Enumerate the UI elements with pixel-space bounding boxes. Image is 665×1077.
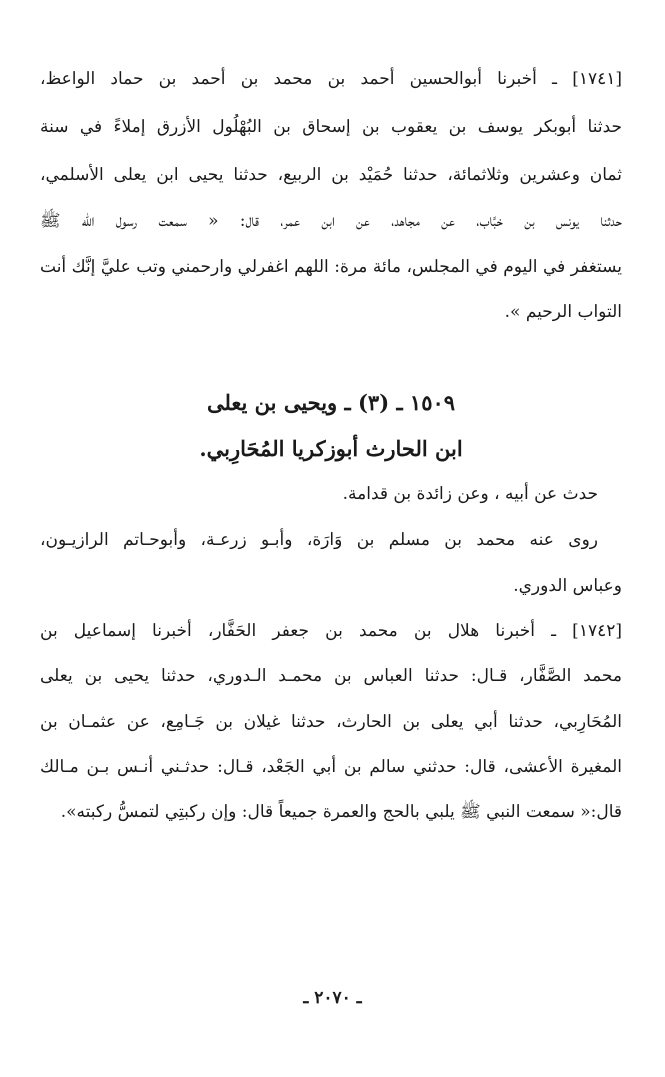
hadith-1742-line-2: محمد الصَّفَّار، قـال: حدثنا العباس بن محمـد الـدوري، حدثنا يحيى بن يعلى — [40, 666, 622, 686]
hadith-1741-line-3: ثمان وعشرين وثلاثمائة، حدثنا حُمَيْد بن الربيع، حدثنا يحيى ابن يعلى الأسلمي، — [40, 165, 622, 185]
hadith-1742-line-3: المُحَارِبي، حدثنا أبي يعلى بن الحارث، حدثنا غيلان بن جَـامِع، عن عثمـان بن — [40, 712, 622, 732]
biography-heading-line-2: ابن الحارث أبوزكريا المُحَارِبي. — [199, 436, 463, 461]
hadith-1742-line-4: المغيرة الأعشى، قال: حدثني سالم بن أبي الجَعْد، قـال: حدثـني أنـس بـن مـالك — [40, 757, 622, 777]
hadith-1741-line-6: التواب الرحيم ». — [504, 302, 622, 322]
hadith-1741-line-5: يستغفر في اليوم في المجلس، مائة مرة: اللهم اغفرلي وارحمني وتب عليَّ إنَّك أنت — [40, 257, 622, 277]
biography-narrators-line-2: وعباس الدوري. — [513, 576, 622, 596]
hadith-1741-line-4: حدثنا يونس بن خبَّاب، عن مجاهد، عن ابن عمر، قال: « سمعت رسول الله ﷺ — [40, 211, 622, 231]
biography-narrated-from: حدث عن أبيه ، وعن زائدة بن قدامة. — [342, 484, 598, 504]
hadith-1742-line-1: [١٧٤٢] ـ أخبرنا هلال بن محمد بن جعفر الحَفَّار، أخبرنا إسماعيل بن — [40, 621, 622, 641]
hadith-1742-line-5: قال:« سمعت النبي ﷺ يلبي بالحج والعمرة جميعاً قال: وإن ركبتِي لتمسُّ ركبته». — [60, 802, 622, 822]
page-number: ـ ٢٠٧٠ ـ — [303, 988, 362, 1008]
hadith-1741-line-2: حدثنا أبوبكر يوسف بن يعقوب بن إسحاق بن البُهْلُول الأزرق إملاءً في سنة — [40, 117, 622, 137]
biography-narrators-line-1: روى عنه محمد بن مسلم بن وَارَة، وأبـو زرعـة، وأبوحـاتم الرازيـون، — [40, 530, 598, 550]
hadith-1741-line-1: [١٧٤١] ـ أخبرنا أبوالحسين أحمد بن محمد بن أحمد بن حماد الواعظ، — [40, 69, 622, 89]
biography-heading-line-1: ١٥٠٩ ـ (٣) ـ ويحيى بن يعلى — [206, 390, 456, 415]
